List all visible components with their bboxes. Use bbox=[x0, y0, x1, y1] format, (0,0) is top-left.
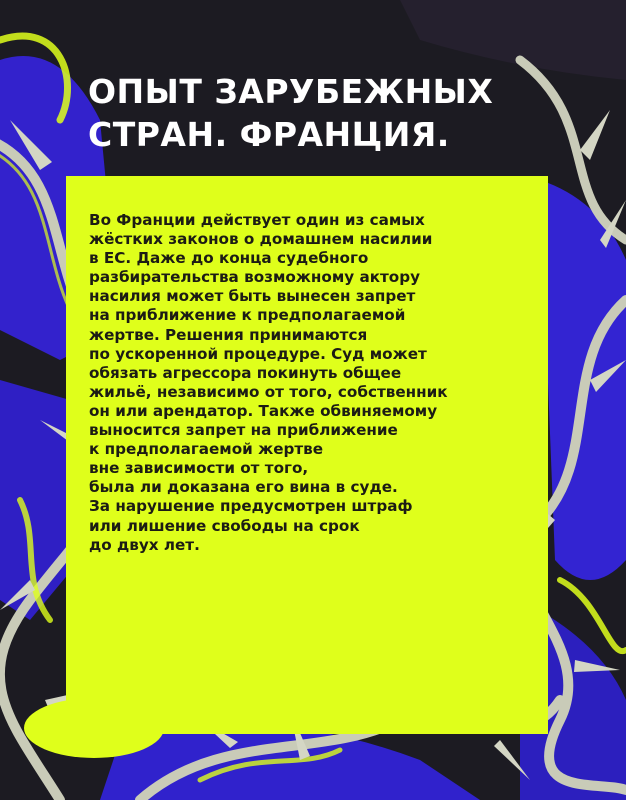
body-line: вне зависимости от того, bbox=[89, 459, 309, 478]
body-line: обязать агрессора покинуть общее bbox=[89, 363, 402, 382]
body-line: жёстких законов о домашнем насилии bbox=[89, 230, 433, 249]
body-line: или лишение свободы на срок bbox=[89, 516, 360, 535]
body-line: Во Франции действует один из самых bbox=[89, 211, 425, 229]
body-line: разбирательства возможному актору bbox=[89, 268, 421, 287]
body-line: жертве. Решения принимаются bbox=[89, 325, 368, 344]
body-line: на приближение к предполагаемой bbox=[89, 306, 406, 325]
body-line: до двух лет. bbox=[89, 535, 200, 554]
body-line: он или арендатор. Также обвиняемому bbox=[89, 401, 438, 420]
title-line: ОПЫТ ЗАРУБЕЖНЫХ bbox=[88, 72, 494, 111]
body-line: к предполагаемой жертве bbox=[89, 440, 324, 459]
body-line: За нарушение предусмотрен штраф bbox=[89, 497, 413, 516]
body-line: жильё, независимо от того, собственник bbox=[89, 382, 448, 401]
body-text bbox=[89, 211, 529, 555]
body-line: выносится запрет на приближение bbox=[89, 421, 398, 440]
body-line: насилия может быть вынесен запрет bbox=[89, 287, 416, 306]
body-line: в ЕС. Даже до конца судебного bbox=[89, 249, 369, 268]
title-line: СТРАН. ФРАНЦИЯ. bbox=[88, 115, 450, 154]
body-line: была ли доказана его вина в суде. bbox=[89, 478, 398, 497]
page-title bbox=[88, 70, 588, 156]
body-line: по ускоренной процедуре. Суд может bbox=[89, 344, 427, 363]
